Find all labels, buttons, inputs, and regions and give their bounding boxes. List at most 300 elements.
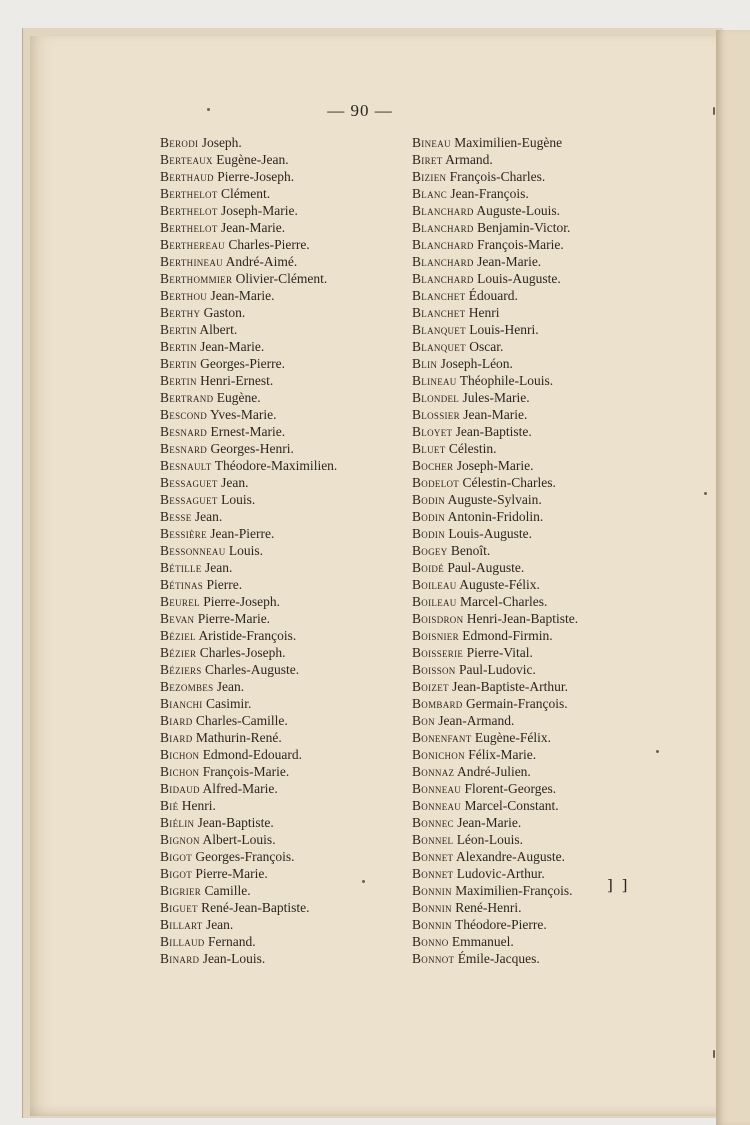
given-names: Fernand. xyxy=(207,934,256,949)
surname: Biguet xyxy=(160,900,198,915)
surname: Blossier xyxy=(412,407,460,422)
name-entry xyxy=(160,746,337,763)
document-page xyxy=(30,36,720,1116)
surname: Berthommier xyxy=(160,271,233,286)
given-names: Marcel-Charles. xyxy=(459,594,548,609)
name-entry xyxy=(160,202,337,219)
given-names: Joseph-Marie. xyxy=(456,458,534,473)
name-entry xyxy=(160,814,337,831)
surname: Bodin xyxy=(412,526,445,541)
surname: Bessaguet xyxy=(160,492,218,507)
surname: Bonichon xyxy=(412,747,465,762)
name-entry xyxy=(160,763,337,780)
name-entry xyxy=(412,814,578,831)
surname: Blanquet xyxy=(412,322,466,337)
surname: Béziers xyxy=(160,662,202,677)
name-entry xyxy=(160,848,337,865)
name-entry xyxy=(160,355,337,372)
surname: Bertrand xyxy=(160,390,214,405)
given-names: Louis-Henri. xyxy=(469,322,539,337)
given-names: Pierre-Marie. xyxy=(197,611,271,626)
given-names: Jean-Marie. xyxy=(457,815,522,830)
name-entry xyxy=(412,729,578,746)
name-entry xyxy=(160,933,337,950)
given-names: Henri xyxy=(468,305,500,320)
name-entry xyxy=(160,338,337,355)
surname: Boizet xyxy=(412,679,449,694)
surname: Bonnin xyxy=(412,883,452,898)
name-entry xyxy=(160,406,337,423)
given-names: Théodore-Maximilien. xyxy=(214,458,338,473)
given-names: Charles-Pierre. xyxy=(228,237,310,252)
surname: Berthelot xyxy=(160,186,218,201)
name-entry xyxy=(412,355,578,372)
given-names: Eugène-Jean. xyxy=(216,152,289,167)
surname: Bodin xyxy=(412,509,445,524)
surname: Blondel xyxy=(412,390,460,405)
given-names: Jean. xyxy=(194,509,223,524)
given-names: René-Henri. xyxy=(455,900,522,915)
given-names: Edmond-Firmin. xyxy=(462,628,553,643)
surname: Berthereau xyxy=(160,237,225,252)
margin-bracket-mark: ] ] xyxy=(607,876,630,894)
given-names: Auguste-Louis. xyxy=(476,203,560,218)
name-entry xyxy=(412,950,578,967)
given-names: Jean-François. xyxy=(450,186,529,201)
given-names: Aristide-François. xyxy=(198,628,297,643)
given-names: Emmanuel. xyxy=(451,934,514,949)
name-entry xyxy=(412,321,578,338)
given-names: Henri-Jean-Baptiste. xyxy=(466,611,579,626)
name-entry xyxy=(412,627,578,644)
given-names: Émile-Jacques. xyxy=(457,951,540,966)
name-entry xyxy=(412,695,578,712)
surname: Bichon xyxy=(160,747,200,762)
given-names: Yves-Marie. xyxy=(209,407,277,422)
name-entry xyxy=(412,848,578,865)
given-names: André-Aimé. xyxy=(225,254,298,269)
name-entry xyxy=(412,882,578,899)
given-names: Georges-Pierre. xyxy=(200,356,285,371)
name-entry xyxy=(160,678,337,695)
name-entry xyxy=(160,542,337,559)
given-names: Eugène-Félix. xyxy=(474,730,552,745)
facing-page-edge xyxy=(716,30,750,1125)
surname: Boileau xyxy=(412,577,457,592)
given-names: Jean-Baptiste. xyxy=(455,424,532,439)
name-entry xyxy=(160,831,337,848)
name-entry xyxy=(412,559,578,576)
surname: Bocher xyxy=(412,458,454,473)
given-names: Pierre-Joseph. xyxy=(203,594,281,609)
given-names: Jean-Marie. xyxy=(210,288,275,303)
surname: Bertin xyxy=(160,373,197,388)
name-entry xyxy=(412,916,578,933)
given-names: Louis-Auguste. xyxy=(448,526,532,541)
given-names: Joseph-Marie. xyxy=(221,203,298,218)
surname: Blin xyxy=(412,356,438,371)
surname: Blanchard xyxy=(412,220,474,235)
given-names: Jules-Marie. xyxy=(462,390,530,405)
surname: Bigot xyxy=(160,849,192,864)
surname: Bombard xyxy=(412,696,463,711)
surname: Béziel xyxy=(160,628,196,643)
given-names: Auguste-Sylvain. xyxy=(447,492,542,507)
given-names: Florent-Georges. xyxy=(464,781,557,796)
name-entry xyxy=(412,593,578,610)
name-entry xyxy=(412,253,578,270)
given-names: Jean-Marie. xyxy=(221,220,286,235)
given-names: Charles-Camille. xyxy=(195,713,288,728)
given-names: Olivier-Clément. xyxy=(235,271,328,286)
given-names: Louis. xyxy=(228,543,264,558)
surname: Blanc xyxy=(412,186,448,201)
name-entry xyxy=(412,236,578,253)
surname: Biard xyxy=(160,730,193,745)
left-name-column xyxy=(160,134,337,967)
surname: Biélin xyxy=(160,815,195,830)
given-names: Gaston. xyxy=(203,305,246,320)
given-names: Jean-Louis. xyxy=(202,951,266,966)
surname: Bézier xyxy=(160,645,197,660)
surname: Blanchard xyxy=(412,271,474,286)
surname: Bineau xyxy=(412,135,451,150)
name-entry xyxy=(160,797,337,814)
name-entry xyxy=(412,797,578,814)
given-names: Clément. xyxy=(221,186,271,201)
name-entry xyxy=(160,134,337,151)
name-entry xyxy=(412,712,578,729)
surname: Bianchi xyxy=(160,696,203,711)
surname: Blanchard xyxy=(412,203,474,218)
surname: Bessonneau xyxy=(160,543,226,558)
surname: Beurel xyxy=(160,594,200,609)
given-names: Eugène. xyxy=(216,390,261,405)
name-entry xyxy=(160,474,337,491)
given-names: Charles-Auguste. xyxy=(204,662,300,677)
name-entry xyxy=(412,372,578,389)
surname: Bonnel xyxy=(412,832,454,847)
given-names: Paul-Ludovic. xyxy=(459,662,536,677)
surname: Bevan xyxy=(160,611,195,626)
ink-speck xyxy=(704,492,707,495)
given-names: Auguste-Félix. xyxy=(459,577,540,592)
given-names: Benjamin-Victor. xyxy=(477,220,571,235)
name-entry xyxy=(412,406,578,423)
given-names: Jean. xyxy=(216,679,245,694)
given-names: François-Marie. xyxy=(202,764,290,779)
surname: Bertin xyxy=(160,339,197,354)
given-names: Mathurin-René. xyxy=(195,730,282,745)
surname: Bonnet xyxy=(412,866,454,881)
surname: Berthaud xyxy=(160,169,214,184)
name-entry xyxy=(412,746,578,763)
given-names: Maximilien-François. xyxy=(455,883,573,898)
name-entry xyxy=(160,695,337,712)
name-entry xyxy=(412,576,578,593)
name-entry xyxy=(412,270,578,287)
name-entry xyxy=(160,321,337,338)
given-names: René-Jean-Baptiste. xyxy=(201,900,310,915)
surname: Blanchet xyxy=(412,288,466,303)
given-names: Albert. xyxy=(199,322,238,337)
binding-hole xyxy=(713,107,715,115)
given-names: Célestin-Charles. xyxy=(462,475,556,490)
surname: Bigrier xyxy=(160,883,202,898)
surname: Boisserie xyxy=(412,645,464,660)
name-entry xyxy=(160,525,337,542)
surname: Bonnin xyxy=(412,917,452,932)
name-entry xyxy=(160,559,337,576)
given-names: Pierre-Marie. xyxy=(195,866,268,881)
name-entry xyxy=(160,950,337,967)
surname: Bigot xyxy=(160,866,192,881)
surname: Blanchet xyxy=(412,305,466,320)
name-entry xyxy=(160,508,337,525)
name-entry xyxy=(160,304,337,321)
name-entry xyxy=(160,610,337,627)
surname: Bonnin xyxy=(412,900,452,915)
ink-speck xyxy=(362,880,365,883)
name-entry xyxy=(412,168,578,185)
given-names: Antonin-Fridolin. xyxy=(447,509,544,524)
given-names: Célestin. xyxy=(448,441,497,456)
given-names: Armand. xyxy=(445,152,493,167)
name-entry xyxy=(160,729,337,746)
name-entry xyxy=(160,644,337,661)
surname: Bétinas xyxy=(160,577,204,592)
surname: Bichon xyxy=(160,764,200,779)
name-entry xyxy=(412,474,578,491)
surname: Bezombes xyxy=(160,679,214,694)
given-names: Théodore-Pierre. xyxy=(454,917,547,932)
given-names: Jean. xyxy=(221,475,249,490)
surname: Bonnaz xyxy=(412,764,455,779)
ink-speck xyxy=(207,108,210,111)
name-entry xyxy=(412,202,578,219)
name-entry xyxy=(412,780,578,797)
given-names: Jean-Marie. xyxy=(200,339,265,354)
name-entry xyxy=(412,219,578,236)
given-names: Benoît. xyxy=(450,543,491,558)
name-entry xyxy=(412,525,578,542)
name-entry xyxy=(160,236,337,253)
name-entry xyxy=(412,185,578,202)
name-entry xyxy=(160,270,337,287)
given-names: Henri-Ernest. xyxy=(200,373,274,388)
given-names: Georges-François. xyxy=(195,849,295,864)
given-names: Camille. xyxy=(204,883,251,898)
name-entry xyxy=(412,831,578,848)
name-entry xyxy=(412,644,578,661)
surname: Bonnec xyxy=(412,815,454,830)
given-names: Jean-Marie. xyxy=(463,407,528,422)
name-entry xyxy=(160,916,337,933)
surname: Bluet xyxy=(412,441,446,456)
name-entry xyxy=(160,899,337,916)
name-entry xyxy=(412,304,578,321)
given-names: Charles-Joseph. xyxy=(199,645,286,660)
binding-hole xyxy=(713,1050,715,1058)
surname: Boisdron xyxy=(412,611,464,626)
given-names: Oscar. xyxy=(469,339,504,354)
name-entry xyxy=(412,933,578,950)
name-entry xyxy=(160,661,337,678)
name-entry xyxy=(412,865,578,882)
given-names: Marcel-Constant. xyxy=(464,798,559,813)
surname: Bonneau xyxy=(412,781,462,796)
surname: Bertin xyxy=(160,322,197,337)
given-names: Henri. xyxy=(181,798,216,813)
given-names: Alexandre-Auguste. xyxy=(455,849,566,864)
given-names: Jean. xyxy=(204,560,233,575)
name-entry xyxy=(160,389,337,406)
given-names: Jean-Marie. xyxy=(477,254,542,269)
surname: Billart xyxy=(160,917,203,932)
given-names: Paul-Auguste. xyxy=(447,560,525,575)
surname: Boidé xyxy=(412,560,444,575)
given-names: François-Charles. xyxy=(449,169,546,184)
surname: Besse xyxy=(160,509,192,524)
surname: Bon xyxy=(412,713,435,728)
given-names: Alfred-Marie. xyxy=(202,781,278,796)
surname: Biret xyxy=(412,152,443,167)
given-names: Louis. xyxy=(221,492,256,507)
name-entry xyxy=(160,780,337,797)
surname: Bescond xyxy=(160,407,208,422)
given-names: Ludovic-Arthur. xyxy=(456,866,545,881)
surname: Billaud xyxy=(160,934,205,949)
name-entry xyxy=(160,372,337,389)
surname: Bodin xyxy=(412,492,445,507)
given-names: Louis-Auguste. xyxy=(477,271,561,286)
name-entry xyxy=(412,491,578,508)
name-entry xyxy=(412,899,578,916)
surname: Besnard xyxy=(160,441,208,456)
name-entry xyxy=(412,134,578,151)
given-names: Pierre-Joseph. xyxy=(217,169,295,184)
given-names: Léon-Louis. xyxy=(456,832,524,847)
name-entry xyxy=(160,423,337,440)
given-names: André-Julien. xyxy=(456,764,531,779)
name-entry xyxy=(160,185,337,202)
name-entry xyxy=(412,457,578,474)
name-entry xyxy=(412,287,578,304)
surname: Bertin xyxy=(160,356,197,371)
given-names: Jean-Baptiste-Arthur. xyxy=(452,679,569,694)
name-entry xyxy=(412,610,578,627)
surname: Boileau xyxy=(412,594,457,609)
name-entry xyxy=(160,440,337,457)
given-names: Jean. xyxy=(205,917,234,932)
surname: Bonnot xyxy=(412,951,455,966)
surname: Blanquet xyxy=(412,339,466,354)
name-entry xyxy=(160,168,337,185)
name-entry xyxy=(412,151,578,168)
surname: Berteaux xyxy=(160,152,213,167)
surname: Bonnet xyxy=(412,849,454,864)
surname: Besnault xyxy=(160,458,212,473)
name-entry xyxy=(160,593,337,610)
surname: Boisson xyxy=(412,662,456,677)
surname: Biard xyxy=(160,713,193,728)
name-entry xyxy=(412,338,578,355)
name-entry xyxy=(160,219,337,236)
given-names: Georges-Henri. xyxy=(210,441,294,456)
surname: Berthineau xyxy=(160,254,223,269)
given-names: François-Marie. xyxy=(477,237,564,252)
given-names: Albert-Louis. xyxy=(202,832,276,847)
surname: Berthy xyxy=(160,305,201,320)
ink-speck xyxy=(656,750,659,753)
surname: Bié xyxy=(160,798,179,813)
surname: Bloyet xyxy=(412,424,453,439)
surname: Bonno xyxy=(412,934,449,949)
name-entry xyxy=(160,491,337,508)
given-names: Édouard. xyxy=(468,288,518,303)
surname: Binard xyxy=(160,951,200,966)
surname: Blineau xyxy=(412,373,457,388)
surname: Berthou xyxy=(160,288,208,303)
surname: Blanchard xyxy=(412,237,474,252)
surname: Bignon xyxy=(160,832,200,847)
name-entry xyxy=(160,253,337,270)
surname: Bodelot xyxy=(412,475,460,490)
given-names: Joseph. xyxy=(201,135,242,150)
surname: Boisnier xyxy=(412,628,459,643)
name-entry xyxy=(160,712,337,729)
name-entry xyxy=(160,865,337,882)
surname: Besnard xyxy=(160,424,208,439)
surname: Bonneau xyxy=(412,798,462,813)
name-entry xyxy=(412,763,578,780)
given-names: Edmond-Edouard. xyxy=(202,747,303,762)
surname: Bessaguet xyxy=(160,475,218,490)
given-names: Jean-Pierre. xyxy=(210,526,275,541)
surname: Berodi xyxy=(160,135,199,150)
name-entry xyxy=(412,389,578,406)
name-entry xyxy=(160,287,337,304)
page-number: — 90 — xyxy=(327,101,393,120)
surname: Bizien xyxy=(412,169,447,184)
surname: Bétille xyxy=(160,560,202,575)
given-names: Pierre-Vital. xyxy=(466,645,533,660)
given-names: Pierre. xyxy=(206,577,243,592)
right-name-column xyxy=(412,134,578,967)
surname: Blanchard xyxy=(412,254,474,269)
surname: Berthelot xyxy=(160,203,218,218)
surname: Berthelot xyxy=(160,220,218,235)
given-names: Ernest-Marie. xyxy=(210,424,286,439)
name-entry xyxy=(412,508,578,525)
given-names: Théophile-Louis. xyxy=(459,373,554,388)
name-entry xyxy=(412,423,578,440)
given-names: Joseph-Léon. xyxy=(440,356,513,371)
surname: Bonenfant xyxy=(412,730,472,745)
name-entry xyxy=(160,882,337,899)
name-entry xyxy=(160,457,337,474)
name-entry xyxy=(160,576,337,593)
surname: Bidaud xyxy=(160,781,200,796)
name-entry xyxy=(412,440,578,457)
given-names: Maximilien-Eugène xyxy=(454,135,563,150)
name-entry xyxy=(412,542,578,559)
name-entry xyxy=(412,661,578,678)
surname: Bessière xyxy=(160,526,207,541)
name-entry xyxy=(160,627,337,644)
surname: Bogey xyxy=(412,543,448,558)
given-names: Félix-Marie. xyxy=(468,747,537,762)
